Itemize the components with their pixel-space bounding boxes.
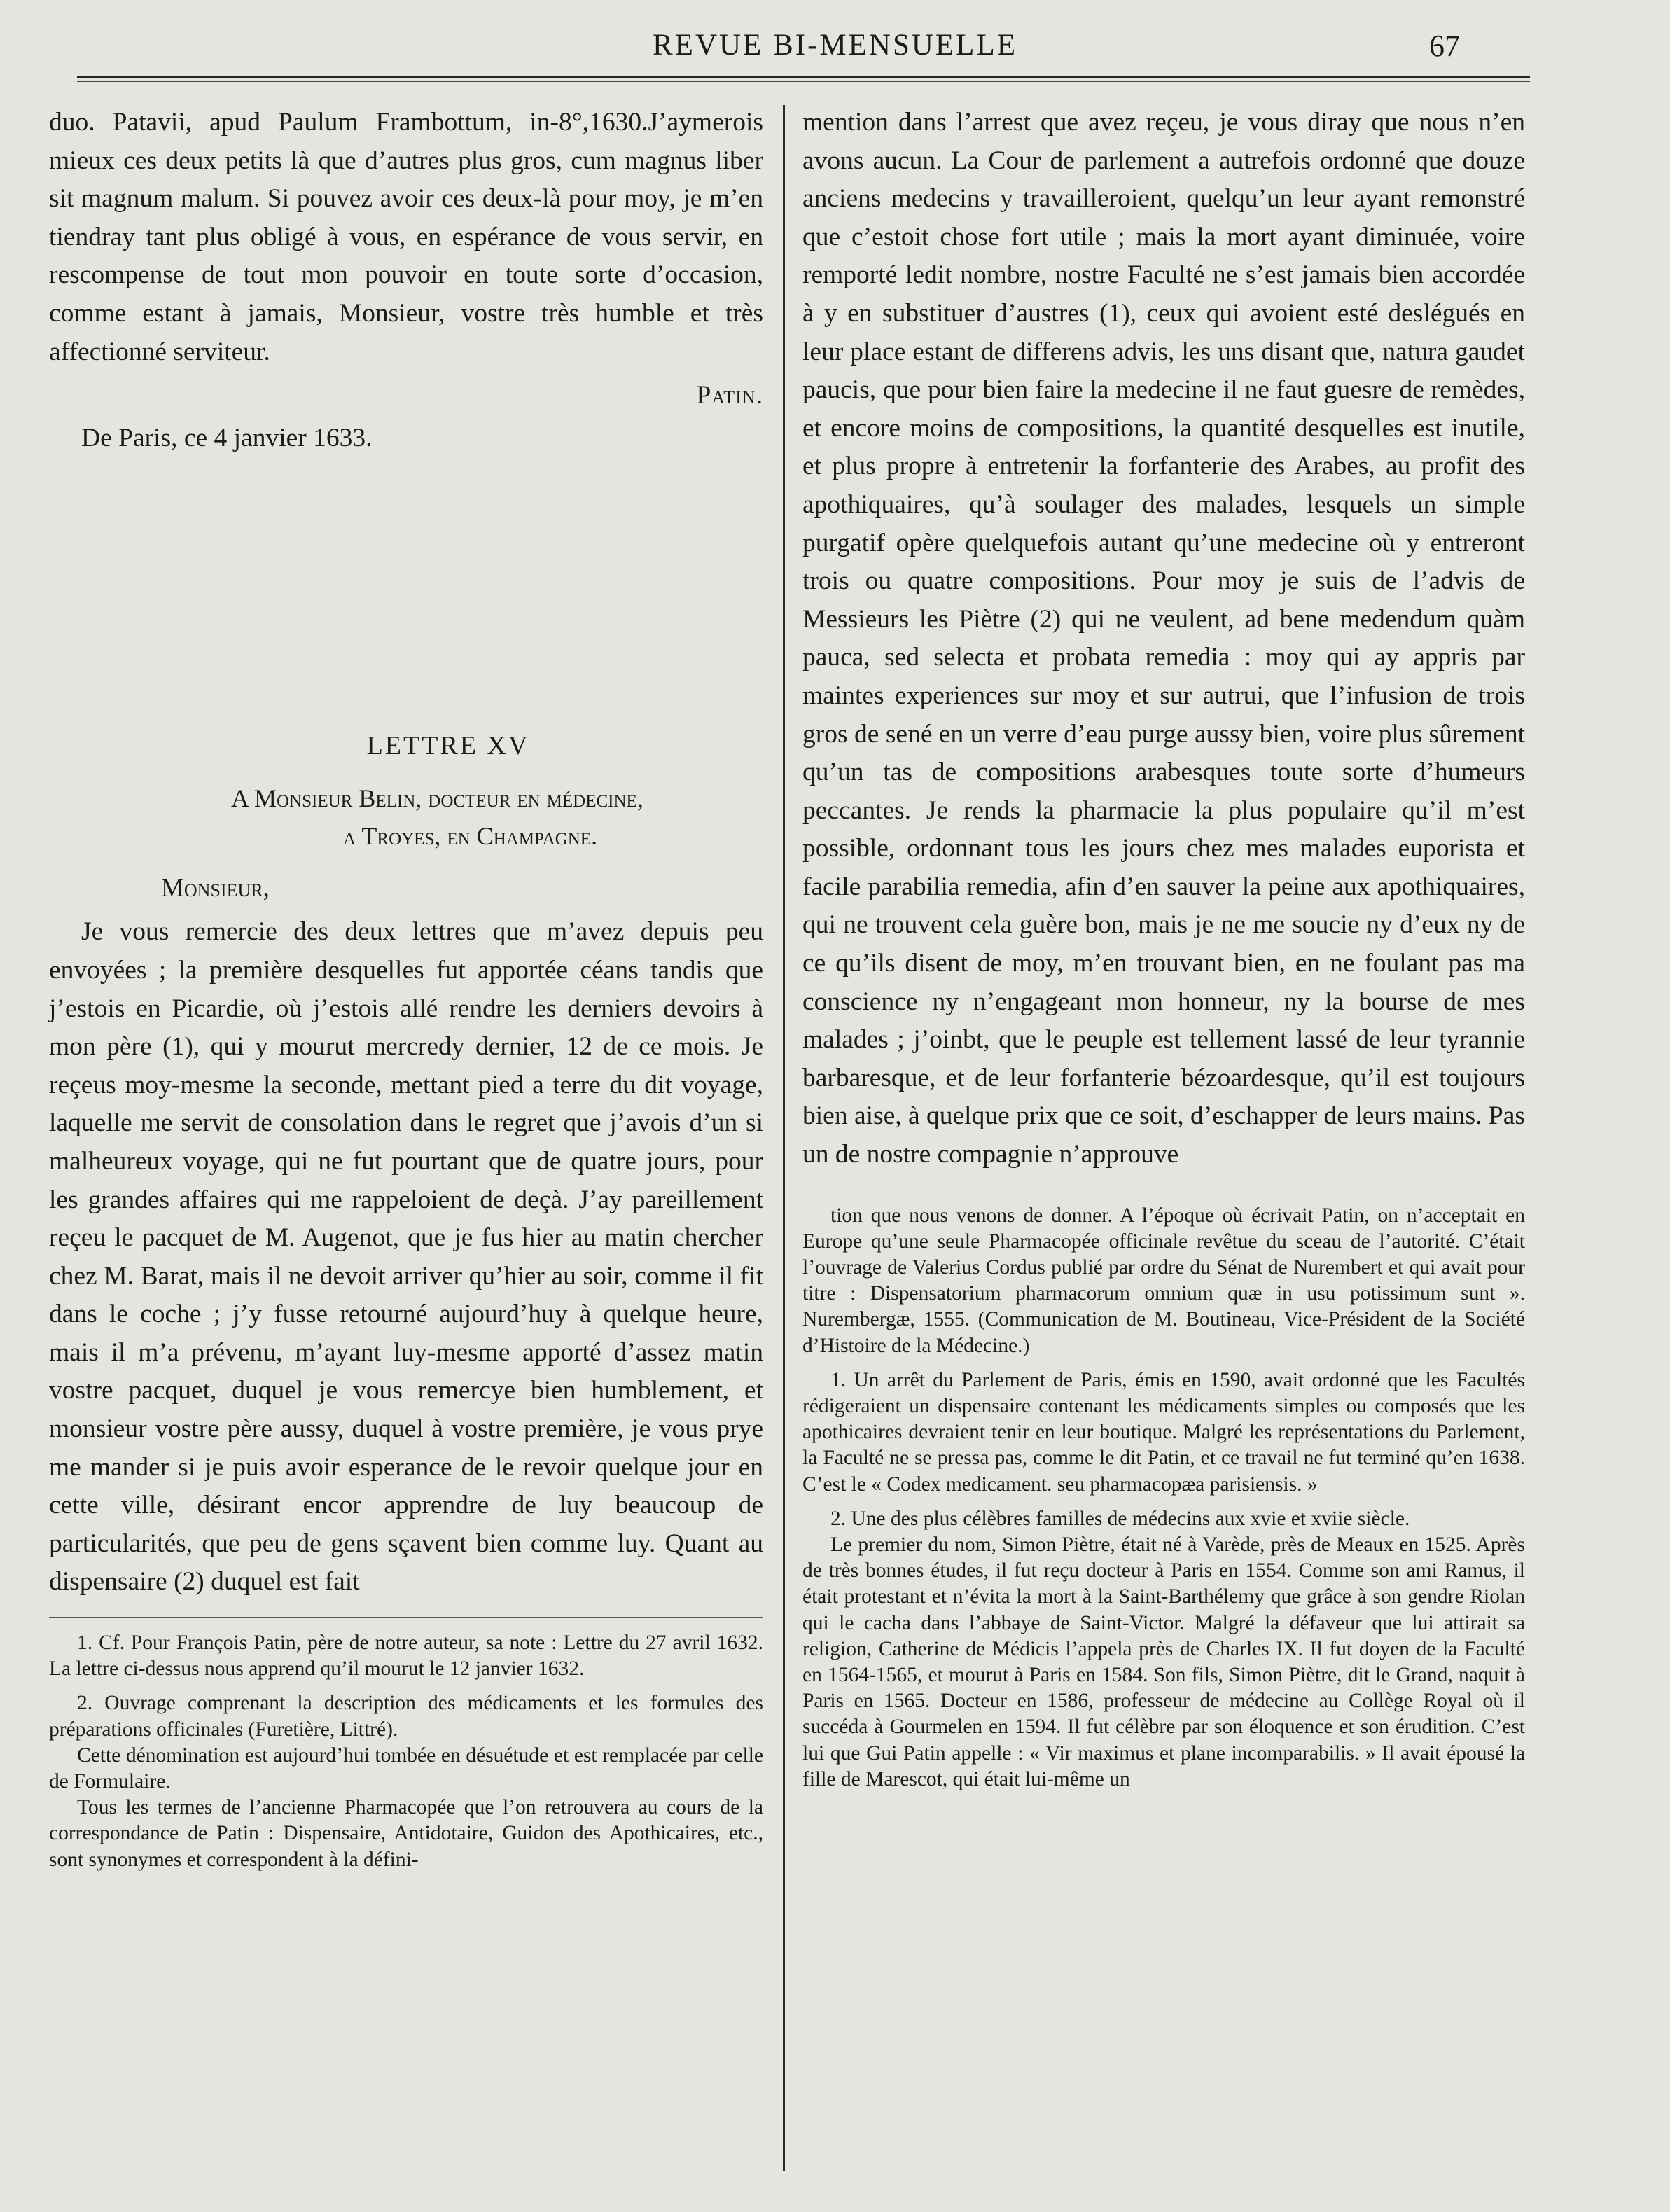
letter-continuation: duo. Patavii, apud Paulum Frambottum, in-8°,1630.J’aymerois mieux ces deux petits là que d’autres plus gros, cum magnus liber sit magnum malum. Si pouvez avoir ces deux-là pour moy, je m’en tiendray tant plus obligé à vous, en espérance de vous servir, en rescompense de tout mon pouvoir en toute sorte d’occasion, comme estant à jamais, Monsieur, vostre très humble et très affectionné serviteur.: [49, 108, 763, 366]
letter-date: De Paris, ce 4 janvier 1633.: [81, 423, 373, 452]
address-line-2: a Troyes, en Champagne.: [343, 822, 598, 851]
header-rule: [77, 76, 1530, 78]
salutation: Monsieur,: [161, 874, 270, 903]
letter-body: [49, 913, 763, 1601]
left-column: [49, 104, 763, 1873]
right-column: [802, 104, 1525, 1793]
header-rule-thin: [77, 81, 1530, 82]
footnote: 2. Une des plus célèbres familles de médecins aux xvie et xviie siècle.: [830, 1507, 1410, 1530]
letter-body-continued: mention dans l’arrest que avez reçeu, je vous diray que nous n’en avons aucun. La Cour de parlement a autrefois ordonné que douze anciens medecins y travailleroient, quelqu’un leur ayant remonstré que c’estoit chose fort utile ; mais la mort ayant diminuée, voire remporté ledit nombre, nostre Faculté ne s’est jamais bien accordée à y en substituer d’austres (1), ceux qui avoient esté deslégués en leur place estant de differens advis, les uns disant que, natura gaudet paucis, que pour bien faire la medecine il ne faut guesre de remèdes, et encore moins de compositions, la quantité desquelles est inutile, et plus propre à entretenir la forfanterie des Arabes, au profit des apothiquaires, qu’à soulager des malades, lesquels un simple purgatif opère quelquefois autant qu’une medecine où y entreront trois ou quatre compositions. Pour moy je suis de l’advis de Messieurs les Piètre (2) qui ne veulent, ad bene medendum quàm pauca, sed selecta et probata remedia : moy qui ay appris par maintes experiences sur moy et sur autrui, que l’infusion de trois gros de sené en un verre d’eau purge aussy bien, voire plus sûrement qu’un tas de compositions arabesques toute sorte d’humeurs peccantes. Je rends la pharmacie la plus populaire qu’il m’est possible, ordonnant tous les jours chez mes malades euporista et facile parabilia remedia, afin d’en sauver la peine aux apothiquaires, qui ne trouvent cela guère bon, mais je ne me soucie ny d’eux ny de ce qu’ils disent de moy, m’en trouvant bien, en ne foulant pas ma conscience ny n’engageant mon honneur, ny la bourse de mes malades ; j’oinbt, que le peuple est tellement lassé de leur tyrannie barbaresque, et de leur forfanterie bézoardesque, qu’il est toujours bien aise, à quelque prix que ce soit, d’eschapper de leurs mains. Pas un de nostre compagnie n’approuve: [802, 108, 1525, 1169]
column-divider: [783, 105, 785, 2171]
letter-body-paragraph: Je vous remercie des deux lettres que m’avez depuis peu envoyées ; la première desquelles fut apportée céans tandis que j’estois en Picardie, où j’estois allé rendre les derniers devoirs à mon père (1), qui y mourut mercredy dernier, 12 de ce mois. Je reçeus moy-mesme la seconde, mettant pied a terre du dit voyage, laquelle me servit de consolation dans le regret que j’avois d’un si malheureux voyage, qui ne fut pourtant que de quatre jours, pour les grandes affaires qui me rappeloient de deçà. J’ay pareillement reçeu le pacquet de M. Augenot, que je fus hier au matin chercher chez M. Barat, mais il ne devoit arriver qu’hier au soir, comme il fit dans le coche ; j’y fusse retourné aujourd’huy à quelque heure, mais il m’a prévenu, m’ayant luy-mesme apporté d’assez matin vostre pacquet, duquel je vous remercye bien humblement, et monsieur vostre père aussy, duquel à vostre première, je vous prye me mander si je puis avoir esperance de le revoir quelque jour en cette ville, désirant encor apprendre de luy beaucoup de particularités, que peu de gens sçavent bien comme luy. Quant au dispensaire (2) duquel est fait: [49, 917, 763, 1597]
left-footnotes: [49, 1630, 763, 1873]
footnote: 1. Cf. Pour François Patin, père de notre auteur, sa note : Lettre du 27 avril 1632. La lettre ci-dessus nous apprend qu’il mourut le 12 janvier 1632.: [49, 1632, 763, 1681]
letter-heading: LETTRE XV: [366, 731, 530, 761]
footnote: Cette dénomination est aujourd’hui tombée en désuétude et est remplacée par celle de Formulaire.: [49, 1744, 763, 1793]
recipient-address: [49, 779, 763, 855]
footnote: 2. Ouvrage comprenant la description des médicaments et les formules des préparations officinales (Furetière, Littré).: [49, 1692, 763, 1741]
left-body-text: [49, 104, 763, 457]
page-number: 67: [1429, 29, 1460, 63]
footnote: 1. Un arrêt du Parlement de Paris, émis en 1590, avait ordonné que les Facultés rédigeraient un dispensaire contenant les médicaments simples ou composés que les apothicaires devraient tenir en leur boutique. Malgré les représentations du Parlement, la Faculté ne se pressa pas, comme le dit Patin, et ce travail ne fut terminé qu’en 1638. C’est le « Codex medicament. seu pharmacopæa parisiensis. »: [802, 1368, 1525, 1496]
right-body-text: [802, 104, 1525, 1174]
footnote: Tous les termes de l’ancienne Pharmacopée que l’on retrouvera au cours de la correspondance de Patin : Dispensaire, Antidotaire, Guidon des Apothicaires, etc., sont synonymes et correspondent à la défini-: [49, 1796, 763, 1871]
signature: Patin.: [696, 381, 763, 410]
right-footnotes: [802, 1203, 1525, 1793]
footnote-rule: [49, 1617, 763, 1618]
address-line-1: A Monsieur Belin, docteur en médecine,: [231, 784, 643, 813]
footnote: Le premier du nom, Simon Piètre, était né à Varède, près de Meaux en 1525. Après de très bonnes études, il fut reçu docteur à Paris en 1554. Comme son ami Ramus, il était protestant et n’évita la mort à la Saint-Barthélemy que grâce à son gendre Riolan qui le cacha dans l’abbaye de Saint-Victor. Malgré la défaveur que lui attirait sa religion, Catherine de Médicis l’appela près de Charles IX. Il fut doyen de la Faculté en 1564-1565, et mourut à Paris en 1584. Son fils, Simon Piètre, dit le Grand, naquit à Paris en 1565. Docteur en 1586, professeur de médecine au Collège Royal où il succéda à Gourmelen en 1594. Il fut célèbre par son éloquence et son érudition. C’est lui que Gui Patin appelle : « Vir maximus et plane incomparabilis. » Il avait épousé la fille de Marescot, qui était lui-même un: [802, 1533, 1525, 1790]
running-title: REVUE BI-MENSUELLE: [653, 29, 1017, 62]
footnote: tion que nous venons de donner. A l’époque où écrivait Patin, on n’acceptait en Europe qu’une seule Pharmacopée officinale revêtue du sceau de l’autorité. C’était l’ouvrage de Valerius Cordus publié par ordre du Sénat de Nurembert et qui avait pour titre : Dispensatorium pharmacorum omnium quæ in usu potissimum sunt ». Nurembergæ, 1555. (Communication de M. Boutineau, Vice-Président de la Société d’Histoire de la Médecine.): [802, 1204, 1525, 1357]
